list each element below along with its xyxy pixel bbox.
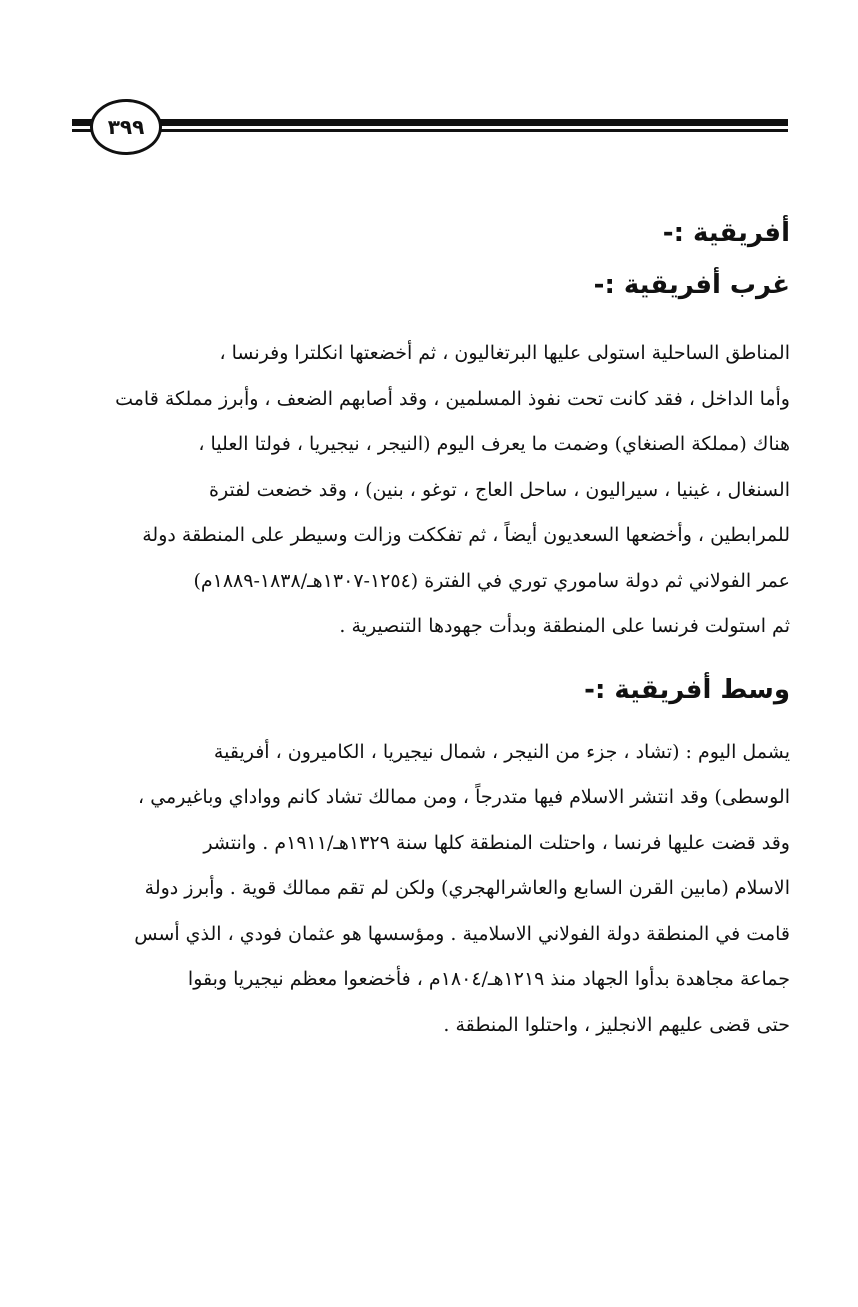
text-line: وقد قضت عليها فرنسا ، واحتلت المنطقة كلها سنة ١٣٢٩هـ/١٩١١م . وانتشر (203, 831, 790, 854)
text-line: وأما الداخل ، فقد كانت تحت نفوذ المسلمين ، وقد أصابهم الضعف ، وأبرز مملكة قامت (115, 387, 790, 410)
page-number: ٣٩٩ (107, 115, 145, 139)
page-content (70, 205, 790, 1048)
header-rule (72, 114, 788, 140)
text-line: عمر الفولاني ثم دولة ساموري توري في الفترة (١٢٥٤-١٣٠٧هـ/١٨٣٨-١٨٨٩م) (193, 569, 790, 592)
text-line: الاسلام (مابين القرن السابع والعاشرالهجري) ولكن لم تقم ممالك قوية . وأبرز دولة (144, 877, 790, 899)
text-line: حتى قضى عليهم الانجليز ، واحتلوا المنطقة . (443, 1013, 790, 1036)
text-line: هناك (مملكة الصنغاي) وضمت ما يعرف اليوم (النيجر ، نيجيريا ، فولتا العليا ، (198, 433, 790, 455)
west-africa-paragraph (70, 331, 790, 650)
heading-africa: أفريقية :- (662, 218, 790, 248)
text-line: الوسطى) وقد انتشر الاسلام فيها متدرجاً ، ومن ممالك تشاد كانم وواداي وباغيرمي ، (138, 786, 790, 808)
text-line: السنغال ، غينيا ، سيراليون ، ساحل العاج ، توغو ، بنين) ، وقد خضعت لفترة (209, 478, 790, 501)
text-line: المناطق الساحلية استولى عليها البرتغاليون ، ثم أخضعتها انكلترا وفرنسا ، (219, 342, 790, 364)
text-line: قامت في المنطقة دولة الفولاني الاسلامية . ومؤسسها هو عثمان فودي ، الذي أسس (134, 922, 790, 945)
page-number-badge (90, 99, 162, 155)
text-line: ثم استولت فرنسا على المنطقة وبدأت جهودها التنصيرية . (339, 615, 790, 637)
central-africa-paragraph (70, 730, 790, 1049)
text-line: يشمل اليوم : (تشاد ، جزء من النيجر ، شمال نيجيريا ، الكاميرون ، أفريقية (213, 740, 790, 763)
header-rule-thick (72, 119, 788, 126)
heading-central-africa: وسط أفريقية :- (584, 674, 790, 705)
text-line: جماعة مجاهدة بدأوا الجهاد منذ ١٢١٩هـ/١٨٠٤م ، فأخضعوا معظم نيجيريا وبقوا (187, 968, 790, 990)
heading-west-africa: غرب أفريقية :- (593, 270, 790, 300)
header-rule-thin (72, 129, 788, 132)
text-line: للمرابطين ، وأخضعها السعديون أيضاً ، ثم تفككت وزالت وسيطر على المنطقة دولة (142, 524, 790, 546)
